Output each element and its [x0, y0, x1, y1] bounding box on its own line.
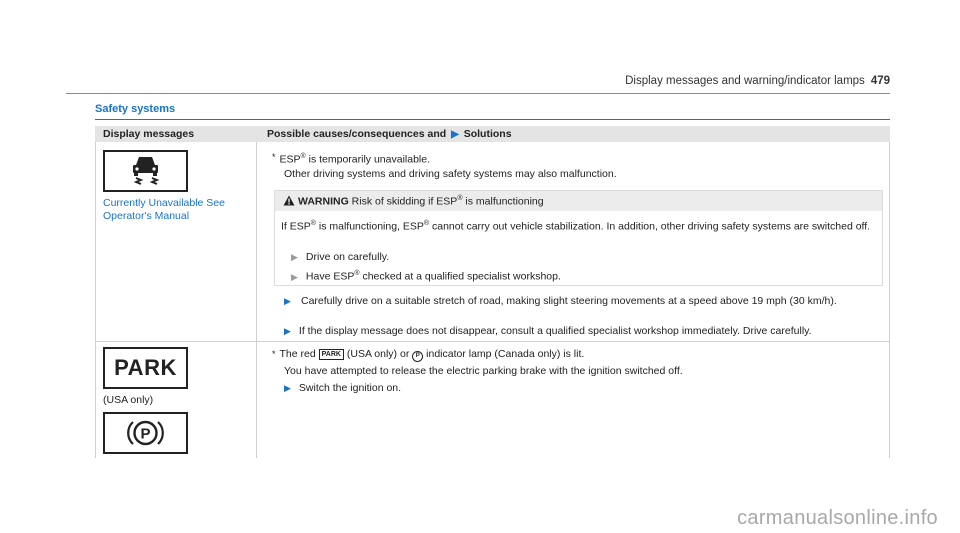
section-rule — [95, 119, 890, 120]
warning-triangle-icon — [283, 195, 295, 206]
col-display-messages: Display messages — [103, 128, 195, 140]
warning-body: If ESP® is malfunctioning, ESP® cannot carry out vehicle stabilization. In addition, other driving safety systems are switched off. — [281, 220, 871, 233]
park-inline-icon: PARK — [319, 349, 344, 360]
parking-brake-circle-icon — [103, 412, 188, 454]
warning-box — [274, 190, 883, 286]
table-row-divider — [95, 341, 890, 342]
warning-title: WARNING Risk of skidding if ESP® is malfunctioning — [298, 195, 544, 208]
watermark: carmanualsonline.info — [737, 507, 938, 529]
solution-step: ▶ Carefully drive on a suitable stretch of road, making slight steering movements at a speed above 19 mph (30 km/h). — [284, 295, 837, 307]
table-border-right — [889, 142, 890, 458]
table-header — [95, 126, 890, 142]
park-brake-icon: PARK — [103, 347, 188, 389]
consequence-text: Other driving systems and driving safety systems may also malfunction. — [284, 168, 617, 180]
consequence-text: You have attempted to release the electric parking brake with the ignition switched off. — [284, 365, 683, 377]
play-arrow-icon: ▶ — [284, 383, 291, 393]
col-causes-solutions: Possible causes/consequences and ▶ Solutions — [267, 128, 512, 140]
esp-car-skid-icon — [103, 150, 188, 192]
solution-step: ▶ Switch the ignition on. — [284, 382, 402, 394]
svg-text:P: P — [140, 425, 151, 443]
header-rule — [66, 93, 890, 94]
cause-text: * ESP® is temporarily unavailable. — [272, 152, 431, 166]
parking-brake-inline-icon: P — [412, 351, 423, 362]
usa-only-note: (USA only) — [103, 394, 154, 406]
running-header-title: Display messages and warning/indicator lamps — [625, 75, 865, 87]
play-arrow-icon: ▶ — [451, 129, 459, 140]
warning-step-have-checked: ▶ Have ESP® checked at a qualified specialist workshop. — [291, 270, 561, 283]
play-arrow-icon: ▶ — [291, 271, 298, 282]
table-column-divider — [256, 142, 257, 458]
play-arrow-icon: ▶ — [291, 252, 298, 262]
display-message-text: Currently Unavailable See Operator's Manual — [103, 197, 225, 222]
play-arrow-icon: ▶ — [284, 296, 291, 306]
table-border-left — [95, 142, 96, 458]
cause-text: * The red PARK (USA only) or P indicator lamp (Canada only) is lit. — [272, 348, 585, 360]
section-title: Safety systems — [95, 103, 176, 115]
solution-step: ▶ If the display message does not disappear, consult a qualified specialist workshop immediately. Drive carefully. — [284, 325, 812, 337]
warning-step-drive-carefully: ▶ Drive on carefully. — [291, 251, 390, 263]
page-number: 479 — [870, 75, 890, 87]
play-arrow-icon: ▶ — [284, 326, 291, 336]
